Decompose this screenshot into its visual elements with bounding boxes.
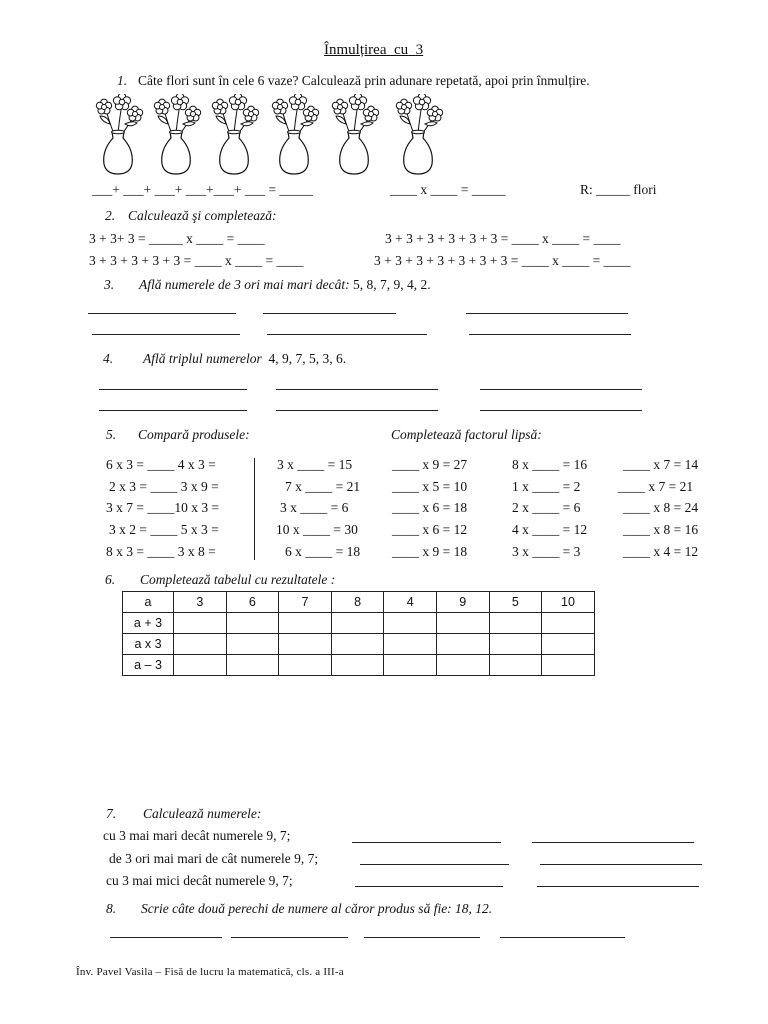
factor-item: ____ x 4 = 12	[623, 544, 699, 559]
table-header-cell: 7	[279, 592, 332, 613]
vase-with-flowers-icon	[92, 94, 144, 176]
table-cell[interactable]	[542, 655, 595, 676]
answer-line	[88, 313, 236, 314]
answer-line	[466, 313, 628, 314]
results-table	[122, 591, 595, 676]
table-row	[123, 655, 595, 676]
table-cell[interactable]	[226, 655, 279, 676]
table-cell[interactable]	[384, 634, 437, 655]
ex6-number: 6.	[105, 572, 116, 587]
factor-item: 1 x ____ = 2	[512, 479, 581, 494]
answer-line	[480, 389, 642, 390]
ex2-row: 3 + 3 + 3 + 3 + 3 = ____ x ____ = ____	[89, 253, 304, 268]
factor-item: ____ x 7 = 14	[623, 457, 699, 472]
table-row-label: a + 3	[123, 613, 174, 634]
vase-with-flowers-icon	[150, 94, 202, 176]
vase-with-flowers-icon	[208, 94, 260, 176]
ex1-addition-line: ___+ ___+ ___+ ___+___+ ___ = _____	[92, 182, 314, 197]
ex7-text: Calculează numerele:	[143, 806, 262, 821]
table-header-cell: 5	[489, 592, 542, 613]
ex4-values: 4, 9, 7, 5, 3, 6.	[268, 351, 347, 366]
table-cell[interactable]	[436, 655, 489, 676]
ex1-text: Câte flori sunt în cele 6 vaze? Calculează prin adunare repetată, apoi prin înmulțire.	[138, 73, 590, 88]
factor-item: 3 x ____ = 3	[512, 544, 581, 559]
factor-item: ____ x 9 = 27	[392, 457, 468, 472]
answer-line	[360, 864, 509, 865]
ex1-multiplication-line: ____ x ____ = _____	[390, 182, 506, 197]
answer-line	[355, 886, 503, 887]
table-header-cell: 6	[226, 592, 279, 613]
table-cell[interactable]	[489, 634, 542, 655]
title-word: cu	[393, 42, 409, 58]
compare-row: 2 x 3 = ____ 3 x 9 =	[109, 479, 219, 494]
table-cell[interactable]	[331, 613, 384, 634]
compare-row: 3 x 7 = ____10 x 3 =	[106, 500, 220, 515]
ex7-number: 7.	[106, 806, 117, 821]
ex5-text-2: Completează factorul lipsă:	[391, 427, 542, 442]
ex3-text: Află numerele de 3 ori mai mari decât:	[139, 277, 350, 292]
table-header-cell: 8	[331, 592, 384, 613]
table-cell[interactable]	[489, 613, 542, 634]
answer-line	[500, 937, 625, 938]
factor-item: 3 x ____ = 15	[277, 457, 353, 472]
answer-line	[267, 334, 427, 335]
ex7-row: cu 3 mai mici decât numerele 9, 7;	[106, 873, 293, 888]
answer-line	[364, 937, 480, 938]
table-cell[interactable]	[384, 613, 437, 634]
table-cell[interactable]	[331, 655, 384, 676]
answer-line	[263, 313, 396, 314]
factor-item: 3 x ____ = 6	[280, 500, 349, 515]
answer-line	[92, 334, 240, 335]
ex7-row: de 3 ori mai mari de cât numerele 9, 7;	[109, 851, 319, 866]
table-header-cell: 4	[384, 592, 437, 613]
answer-line	[110, 937, 222, 938]
table-cell[interactable]	[226, 634, 279, 655]
ex7-row: cu 3 mai mari decât numerele 9, 7;	[103, 828, 291, 843]
factor-item: ____ x 8 = 16	[623, 522, 699, 537]
title-word: Înmulțirea	[324, 42, 387, 58]
table-cell[interactable]	[542, 634, 595, 655]
answer-line	[99, 410, 247, 411]
factor-item: 4 x ____ = 12	[512, 522, 588, 537]
vase-with-flowers-icon	[392, 94, 444, 176]
vase-with-flowers-icon	[328, 94, 380, 176]
table-cell[interactable]	[279, 634, 332, 655]
ex6-text: Completează tabelul cu rezultatele :	[140, 572, 336, 587]
ex2-row: 3 + 3+ 3 = _____ x ____ = ____	[89, 231, 265, 246]
table-cell[interactable]	[489, 655, 542, 676]
table-cell[interactable]	[384, 655, 437, 676]
answer-line	[276, 389, 438, 390]
answer-line	[99, 389, 247, 390]
table-header-cell: 3	[174, 592, 227, 613]
compare-row: 6 x 3 = ____ 4 x 3 =	[106, 457, 216, 472]
factor-item: 2 x ____ = 6	[512, 500, 581, 515]
factor-item: 10 x ____ = 30	[276, 522, 358, 537]
factor-item: ____ x 8 = 24	[623, 500, 699, 515]
table-cell[interactable]	[174, 613, 227, 634]
factor-item: 6 x ____ = 18	[285, 544, 361, 559]
table-header-cell: 9	[436, 592, 489, 613]
ex3-number: 3.	[104, 277, 115, 292]
ex1-answer-line: R: _____ flori	[580, 182, 657, 197]
table-row	[123, 634, 595, 655]
answer-line	[480, 410, 642, 411]
table-header-row	[123, 592, 595, 613]
page-title	[324, 42, 423, 59]
ex8-number: 8.	[106, 901, 117, 916]
factor-item: ____ x 9 = 18	[392, 544, 468, 559]
table-row-label: a x 3	[123, 634, 174, 655]
table-cell[interactable]	[279, 655, 332, 676]
factor-item: ____ x 7 = 21	[618, 479, 694, 494]
table-header-cell: a	[123, 592, 174, 613]
table-cell[interactable]	[174, 634, 227, 655]
ex8-text: Scrie câte două perechi de numere al căror produs să fie: 18, 12.	[141, 901, 493, 916]
ex2-text: Calculează şi completează:	[128, 208, 277, 223]
vase-with-flowers-icon	[268, 94, 320, 176]
ex2-row: 3 + 3 + 3 + 3 + 3 + 3 + 3 = ____ x ____ = ____	[374, 253, 631, 268]
answer-line	[537, 886, 699, 887]
title-word: 3	[415, 42, 424, 58]
table-cell[interactable]	[436, 613, 489, 634]
table-cell[interactable]	[331, 634, 384, 655]
ex3-values: 5, 8, 7, 9, 4, 2.	[352, 277, 431, 292]
factor-item: ____ x 6 = 18	[392, 500, 468, 515]
ex4-prompt	[143, 351, 346, 367]
compare-row: 3 x 2 = ____ 5 x 3 =	[109, 522, 219, 537]
answer-line	[276, 410, 438, 411]
table-row-label: a – 3	[123, 655, 174, 676]
table-cell[interactable]	[279, 613, 332, 634]
table-cell[interactable]	[542, 613, 595, 634]
table-cell[interactable]	[226, 613, 279, 634]
answer-line	[532, 842, 694, 843]
answer-line	[231, 937, 348, 938]
ex5-text: Compară produsele:	[138, 427, 250, 442]
table-row	[123, 613, 595, 634]
factor-item: ____ x 6 = 12	[392, 522, 468, 537]
ex2-row: 3 + 3 + 3 + 3 + 3 + 3 = ____ x ____ = ____	[385, 231, 621, 246]
factor-item: 8 x ____ = 16	[512, 457, 588, 472]
table-header-cell: 10	[542, 592, 595, 613]
table-cell[interactable]	[436, 634, 489, 655]
ex4-number: 4.	[103, 351, 114, 366]
factor-item: ____ x 5 = 10	[392, 479, 468, 494]
ex3-prompt	[139, 277, 431, 293]
answer-line	[469, 334, 631, 335]
ex2-number: 2.	[105, 208, 116, 223]
answer-line	[352, 842, 501, 843]
answer-line	[540, 864, 702, 865]
footer-text: Înv. Pavel Vasila – Fisă de lucru la matematică, cls. a III-a	[76, 966, 344, 978]
compare-row: 8 x 3 = ____ 3 x 8 =	[106, 544, 216, 559]
table-cell[interactable]	[174, 655, 227, 676]
ex1-number: 1.	[117, 73, 128, 88]
column-divider	[254, 458, 255, 560]
ex4-text: Află triplul numerelor	[143, 351, 262, 366]
ex5-number: 5.	[106, 427, 117, 442]
factor-item: 7 x ____ = 21	[285, 479, 361, 494]
